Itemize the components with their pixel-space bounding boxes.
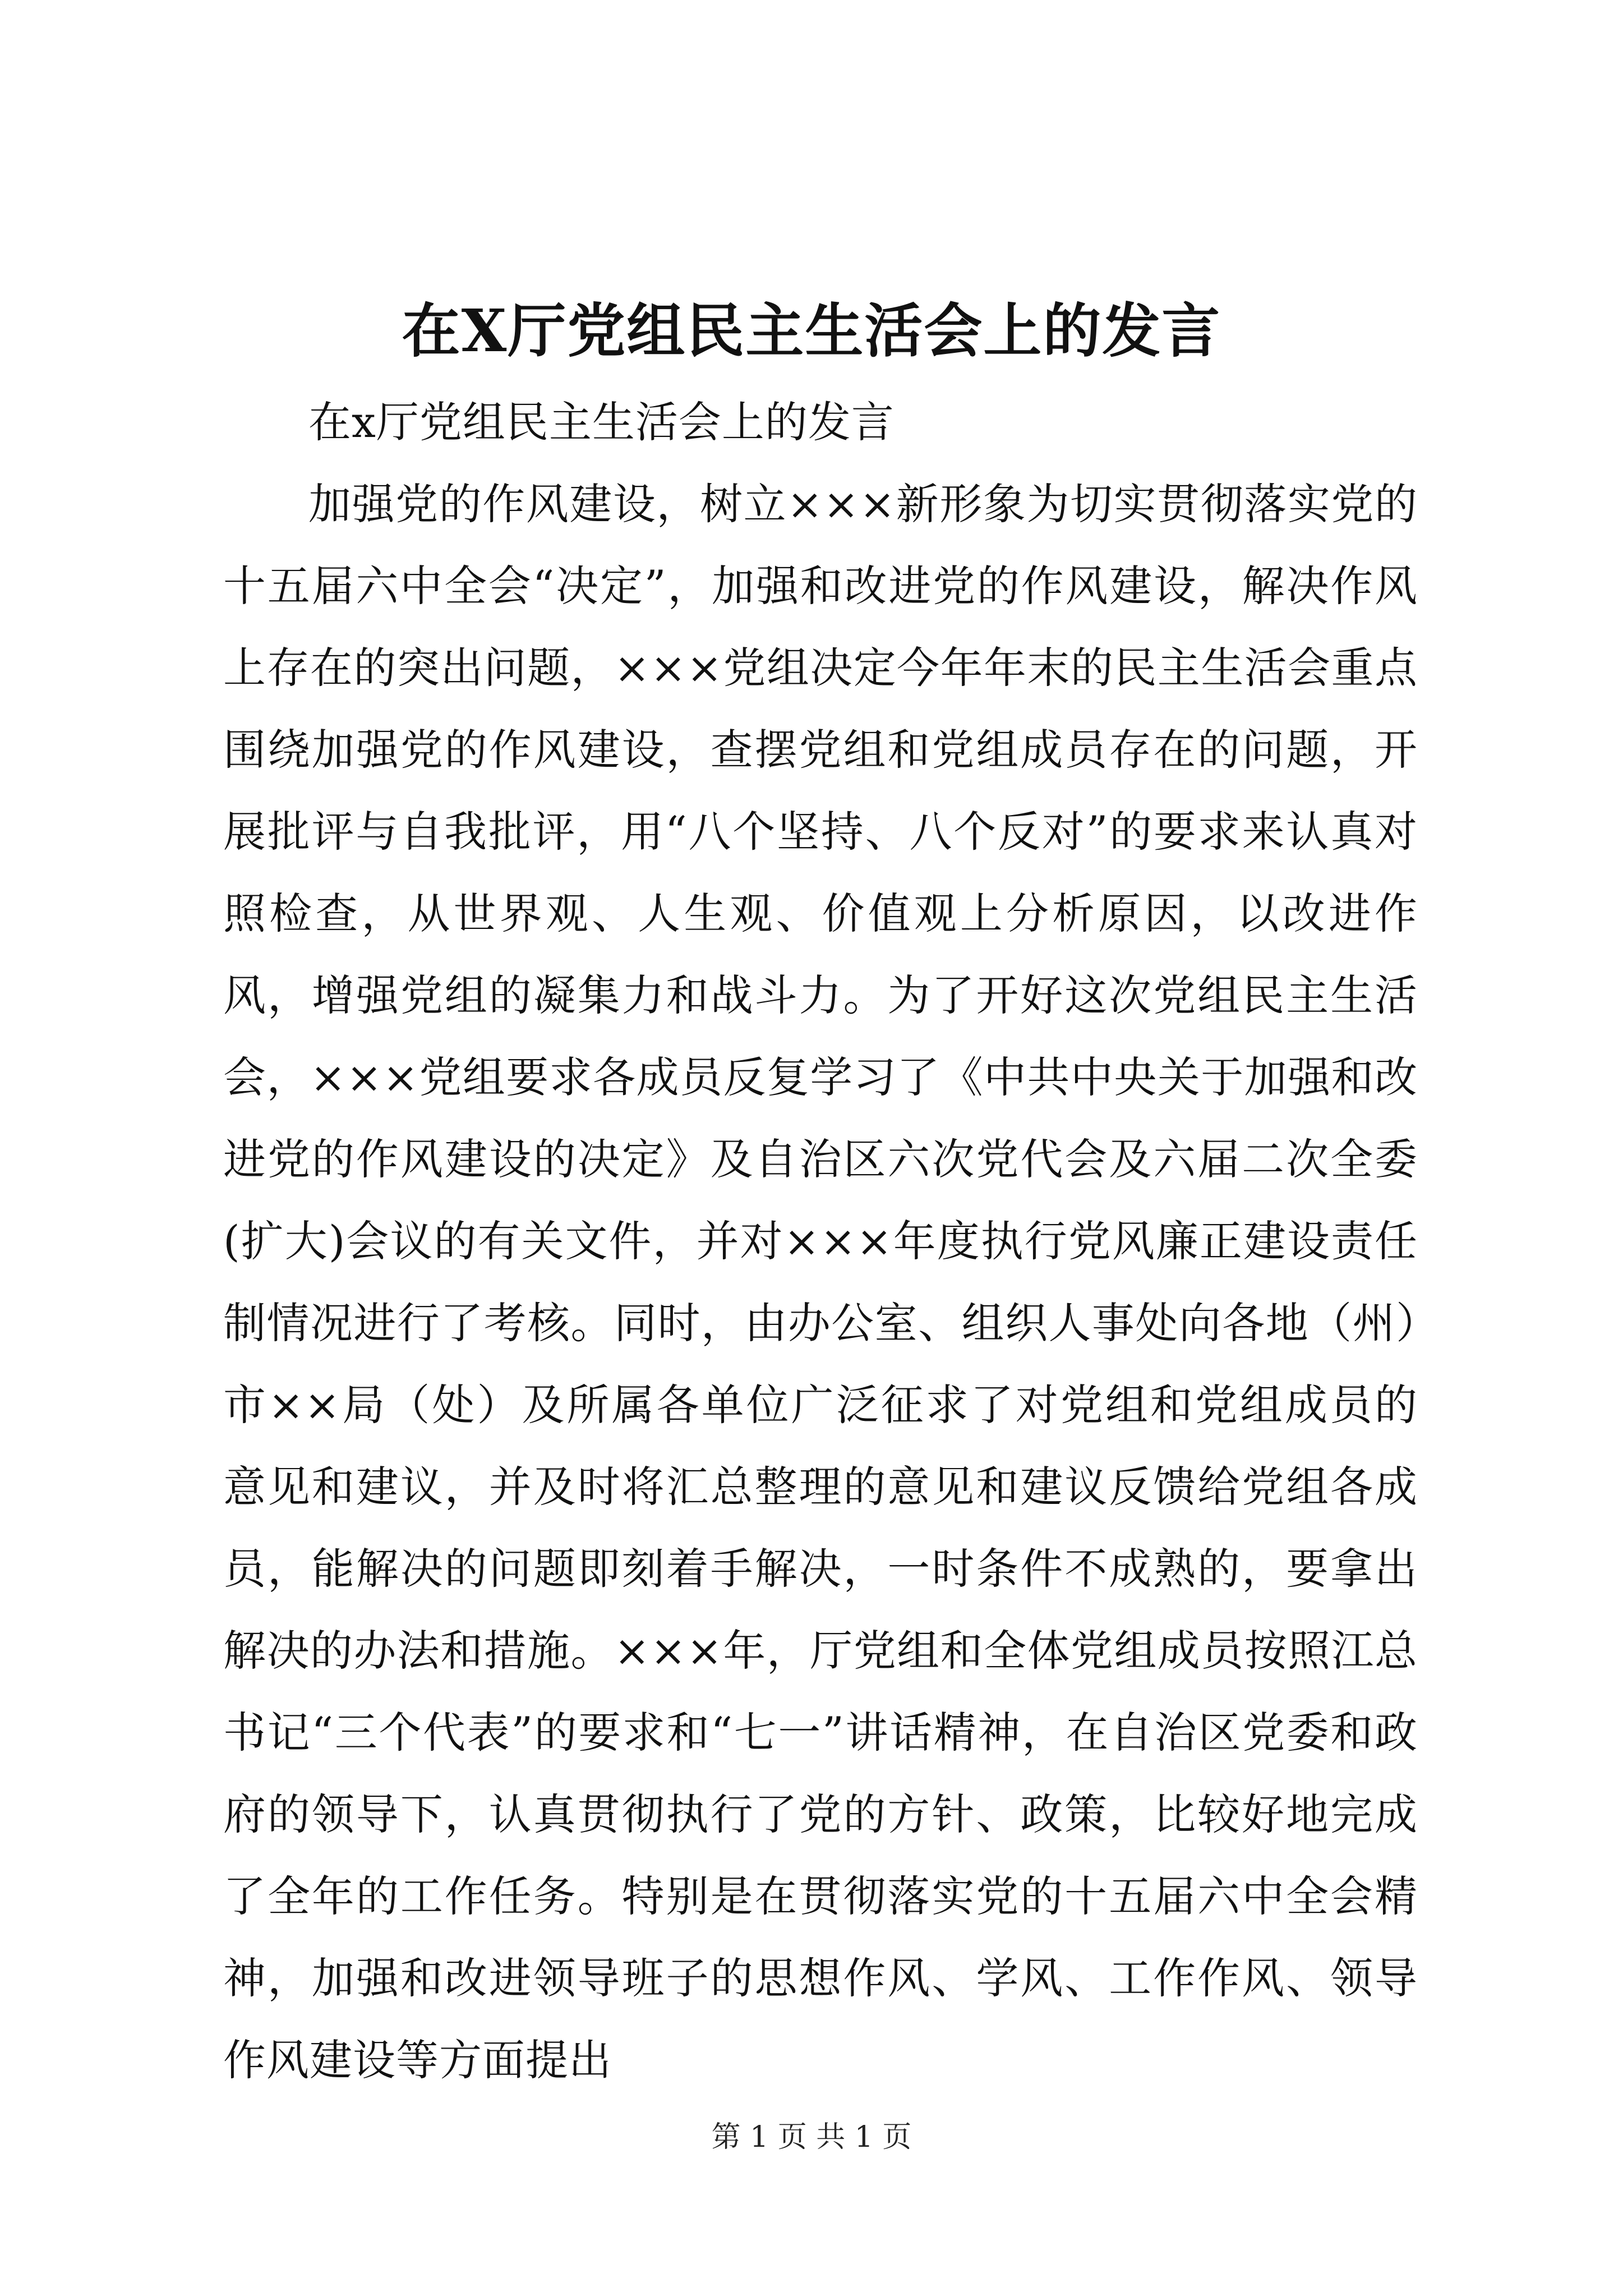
subtitle-paragraph: 在x厅党组民主生活会上的发言 <box>308 397 895 447</box>
document-title: 在X厅党组民主生活会上的发言 <box>402 296 1221 365</box>
document-body <box>223 381 1418 2101</box>
page-footer: 第 1 页 共 1 页 <box>711 2120 912 2154</box>
body-paragraph: 加强党的作风建设，树立×××新形象为切实贯彻落实党的十五届六中全会“决定”，加强和改进党的作风建设，解决作风上存在的突出问题，×××党组决定今年年末的民主生活会重点围绕加强党的作风建设，查摆党组和党组成员存在的问题，开展批评与自我批评，用“八个坚持、八个反对”的要求来认真对照检查，从世界观、人生观、价值观上分析原因，以改进作风，增强党组的凝集力和战斗力。为了开好这次党组民主生活会，×××党组要求各成员反复学习了《中共中央关于加强和改进党的作风建设的决定》及自治区六次党代会及六届二次全委(扩大)会议的有关文件，并对×××年度执行党风廉正建设责任制情况进行了考核。同时，由办公室、组织人事处向各地（州）市××局（处）及所属各单位广泛征求了对党组和党组成员的意见和建议，并及时将汇总整理的意见和建议反馈给党组各成员，能解决的问题即刻着手解决，一时条件不成熟的，要拿出解决的办法和措施。×××年，厅党组和全体党组成员按照江总书记“三个代表”的要求和“七一”讲话精神，在自治区党委和政府的领导下，认真贯彻执行了党的方针、政策，比较好地完成了全年的工作任务。特别是在贯彻落实党的十五届六中全会精神，加强和改进领导班子的思想作风、学风、工作作风、领导作风建设等方面提出 <box>223 479 1418 2085</box>
